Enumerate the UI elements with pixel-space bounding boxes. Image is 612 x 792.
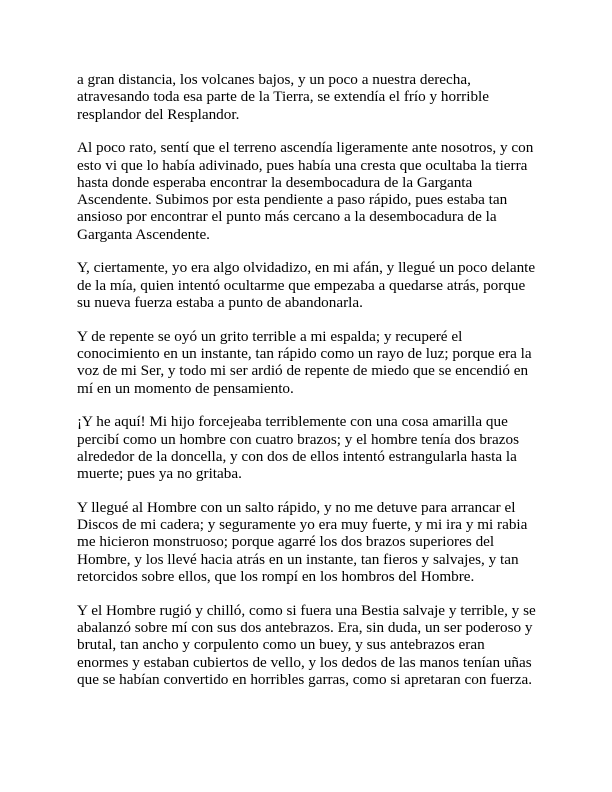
paragraph-3: Y, ciertamente, yo era algo olvidadizo, en mi afán, y llegué un poco delante de la mía, quien intentó ocultarme que empezaba a quedarse atrás, porque su nueva fuerza estaba a punto de abandonarla.	[77, 259, 536, 312]
paragraph-2: Al poco rato, sentí que el terreno ascendía ligeramente ante nosotros, y con esto vi que lo había adivinado, pues había una cresta que ocultaba la tierra hasta donde esperaba encontrar la desembocadura de la Garganta Ascendente. Subimos por esta pendiente a paso rápido, pues estaba tan ansioso por encontrar el punto más cercano a la desembocadura de la Garganta Ascendente.	[77, 139, 534, 243]
paragraph-1: a gran distancia, los volcanes bajos, y un poco a nuestra derecha, atravesando toda esa parte de la Tierra, se extendía el frío y horrible resplandor del Resplandor.	[77, 71, 490, 123]
paragraph-7: Y el Hombre rugió y chilló, como si fuera una Bestia salvaje y terrible, y se abalanzó sobre mí con sus dos antebrazos. Era, sin duda, un ser poderoso y brutal, tan ancho y corpulento como un buey, y sus antebrazos eran enormes y estaban cubiertos de vello, y los dedos de las manos tenían uñas que se habían convertido en horribles garras, como si apretaran con fuerza.	[77, 601, 536, 688]
document-page	[77, 71, 539, 705]
paragraph-6: Y llegué al Hombre con un salto rápido, y no me detuve para arrancar el Discos de mi cadera; y seguramente yo era muy fuerte, y mi ira y mi rabia me hicieron monstruoso; porque agarré los dos brazos superiores del Hombre, y los llevé hacia atrás en un instante, tan fieros y salvajes, y tan retorcidos sobre ellos, que los rompí en los hombros del Hombre.	[77, 498, 528, 586]
paragraph-5: ¡Y he aquí! Mi hijo forcejeaba terriblemente con una cosa amarilla que percibí como un hombre con cuatro brazos; y el hombre tenía dos brazos alrededor de la doncella, y con dos de ellos intentó estrangularla hasta la muerte; pues ya no gritaba.	[77, 413, 519, 483]
paragraph-4: Y de repente se oyó un grito terrible a mi espalda; y recuperé el conocimiento en un instante, tan rápido como un rayo de luz; porque era la voz de mi Ser, y todo mi ser ardió de repente de miedo que se encendió en mí en un momento de pensamiento.	[77, 327, 532, 397]
